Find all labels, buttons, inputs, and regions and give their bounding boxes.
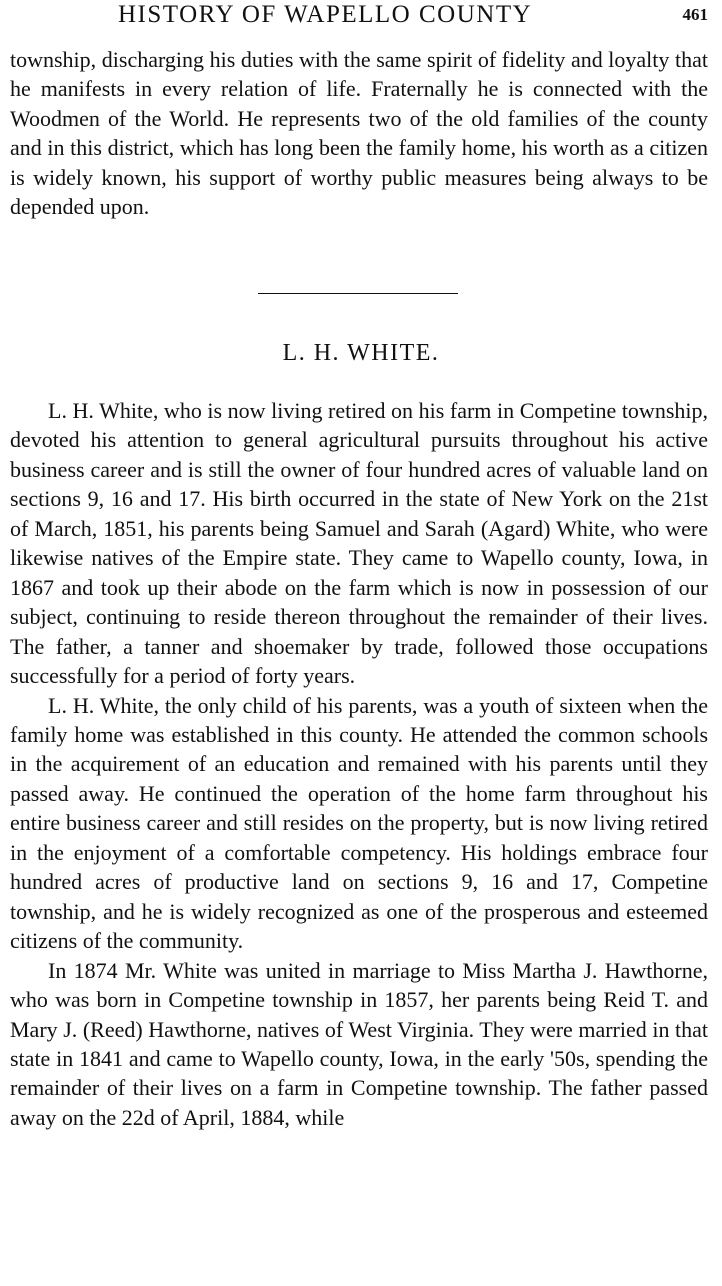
continuation-paragraph: township, discharging his duties with the same spirit of fidelity and loyalty that he manifests in every relation of life. Fraternally he is connected with the Woodmen of the World. He represents two of the old families of the county and in this district, which has long been the family home, his worth as a citizen is widely known, his support of worthy public measures being always to be depended upon. <box>10 47 708 220</box>
page-number: 461 <box>682 5 708 24</box>
section-body <box>10 396 708 1132</box>
running-head <box>0 0 722 30</box>
section-heading: L. H. WHITE. <box>282 340 440 366</box>
body-paragraph: L. H. White, the only child of his parents, was a youth of sixteen when the family home was established in this county. He attended the common schools in the acquirement of an education and remained with his parents until they passed away. He continued the operation of the home farm throughout his entire business career and still resides on the property, but is now living retired in the enjoyment of a comfortable competency. His holdings embrace four hundred acres of productive land on sections 9, 16 and 17, Competine township, and he is widely recognized as one of the prosperous and esteemed citizens of the community. <box>10 692 708 954</box>
running-title: HISTORY OF WAPELLO COUNTY <box>118 1 533 28</box>
body-paragraph: In 1874 Mr. White was united in marriage to Miss Martha J. Hawthorne, who was born in Competine township in 1857, her parents being Reid T. and Mary J. (Reed) Hawthorne, natives of West Virginia. They were married in that state in 1841 and came to Wapello county, Iowa, in the early '50s, spending the remainder of their lives on a farm in Competine township. The father passed away on the 22d of April, 1884, while <box>10 957 708 1130</box>
body-paragraph: L. H. White, who is now living retired on his farm in Competine township, devoted his attention to general agricultural pursuits throughout his active business career and is still the owner of four hundred acres of valuable land on sections 9, 16 and 17. His birth occurred in the state of New York on the 21st of March, 1851, his parents being Samuel and Sarah (Agard) White, who were likewise natives of the Empire state. They came to Wapello county, Iowa, in 1867 and took up their abode on the farm which is now in possession of our subject, continuing to reside thereon throughout the remainder of their lives. The father, a tanner and shoemaker by trade, followed those occupations successfully for a period of forty years. <box>10 398 708 689</box>
section-divider <box>258 293 458 294</box>
continuation-text <box>10 45 708 222</box>
